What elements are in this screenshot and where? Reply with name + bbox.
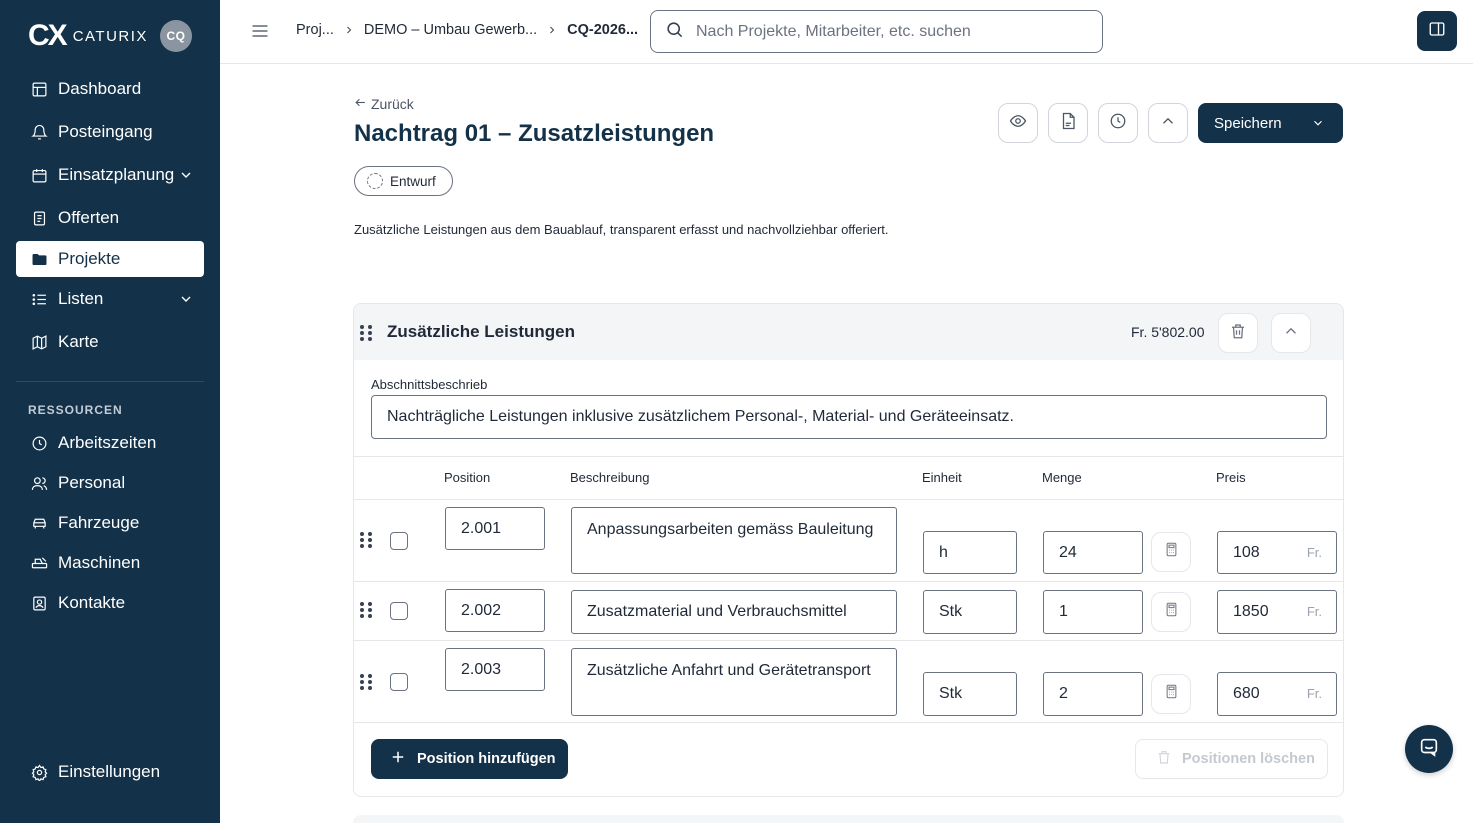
panel-toggle-button[interactable] [1417, 11, 1457, 51]
drag-handle-icon[interactable] [360, 674, 372, 690]
row-checkbox[interactable] [390, 532, 408, 550]
delete-section-button[interactable] [1218, 313, 1258, 353]
chat-button[interactable] [1405, 725, 1453, 773]
map-icon [30, 333, 48, 351]
currency-label: Fr. [1306, 604, 1322, 619]
sidebar-item-listen[interactable] [16, 281, 204, 317]
quantity-field[interactable]: 2 [1043, 672, 1143, 716]
sidebar-item-label: Dashboard [58, 79, 142, 98]
sidebar-item-fahrzeuge[interactable] [16, 505, 204, 541]
column-header-description: Beschreibung [570, 470, 650, 485]
sidebar-item-label: Kontakte [58, 593, 126, 612]
sidebar-item-einsatzplanung[interactable] [16, 157, 204, 193]
section-header [354, 304, 1343, 360]
draft-status-icon [367, 173, 383, 189]
chat-icon [1418, 736, 1440, 763]
eye-icon [1009, 112, 1027, 135]
calculator-button[interactable] [1151, 532, 1191, 572]
sidebar-panel-icon [1428, 20, 1446, 43]
table-divider [354, 499, 1343, 500]
sidebar-item-label: Offerten [58, 208, 120, 227]
sidebar-item-label: Maschinen [58, 553, 141, 572]
back-label: Zurück [371, 96, 414, 112]
sidebar [0, 0, 220, 823]
plus-icon [389, 748, 417, 770]
row-divider [354, 640, 1343, 641]
price-value: 108 [1233, 543, 1260, 561]
unit-field[interactable]: Stk [923, 672, 1017, 716]
delete-positions-button[interactable] [1135, 739, 1328, 779]
pdf-icon [1059, 112, 1077, 135]
currency-label: Fr. [1306, 544, 1322, 560]
calendar-icon [30, 166, 48, 184]
calculator-button[interactable] [1151, 592, 1191, 632]
history-button[interactable] [1098, 103, 1138, 143]
arrow-left-icon [354, 96, 371, 112]
row-checkbox[interactable] [390, 602, 408, 620]
menu-icon[interactable] [250, 21, 270, 41]
avatar[interactable]: CQ [160, 20, 192, 52]
car-icon [30, 514, 48, 532]
currency-label: Fr. [1306, 686, 1322, 701]
brand-name: CATURIX [72, 27, 148, 45]
sidebar-item-dashboard[interactable] [16, 71, 204, 107]
chevron-down-icon[interactable] [178, 167, 194, 183]
section-total: Fr. 5'802.00 [1131, 324, 1205, 340]
sidebar-item-label: Listen [58, 289, 104, 308]
trash-icon [1229, 322, 1247, 345]
users-icon [30, 474, 48, 492]
search-icon [665, 20, 684, 44]
price-value: 1850 [1233, 603, 1269, 620]
collapse-button[interactable] [1148, 103, 1188, 143]
topbar [220, 0, 1473, 64]
bell-icon [30, 123, 48, 141]
trash-icon [1156, 749, 1182, 769]
position-field[interactable]: 2.001 [445, 507, 545, 550]
clock-icon [30, 434, 48, 452]
status-badge[interactable] [354, 166, 453, 196]
add-position-button[interactable] [371, 739, 568, 779]
chevron-up-icon [1282, 322, 1300, 345]
sidebar-item-label: Personal [58, 473, 126, 492]
pdf-button[interactable] [1048, 103, 1088, 143]
calculator-icon [1164, 684, 1179, 704]
sidebar-item-offerten[interactable] [16, 200, 204, 236]
quantity-field[interactable]: 1 [1043, 590, 1143, 634]
page-title: Nachtrag 01 – Zusatzleistungen [354, 120, 715, 147]
chevron-down-icon[interactable] [178, 291, 194, 307]
section-description-field[interactable]: Nachträgliche Leistungen inklusive zusätzlichem Personal-, Material- und Geräteeinsatz. [371, 395, 1327, 439]
column-header-quantity: Menge [1042, 470, 1082, 485]
column-header-position: Position [444, 470, 491, 485]
brand-mark: CX [28, 19, 66, 52]
description-field[interactable]: Zusätzliche Anfahrt und Gerätetransport [571, 648, 897, 716]
position-field[interactable]: 2.003 [445, 648, 545, 691]
folder-icon [30, 250, 48, 268]
chevron-right-icon [546, 24, 558, 36]
sidebar-divider [16, 381, 204, 382]
breadcrumb [296, 22, 638, 38]
sidebar-item-arbeitszeiten[interactable] [16, 425, 204, 461]
layout-icon [30, 80, 48, 98]
calculator-icon [1164, 602, 1179, 622]
clock-icon [1109, 112, 1127, 135]
row-checkbox[interactable] [390, 673, 408, 691]
list-icon [30, 290, 48, 308]
section-title: Zusätzliche Leistungen [387, 322, 575, 341]
search-box[interactable] [650, 10, 1103, 53]
sidebar-item-label: Fahrzeuge [58, 513, 140, 532]
row-divider [354, 581, 1343, 582]
calculator-button[interactable] [1151, 674, 1191, 714]
search-input[interactable] [696, 23, 1076, 41]
breadcrumb-item-project[interactable]: DEMO – Umbau Gewerb... [363, 22, 538, 38]
drag-handle-icon[interactable] [360, 532, 372, 548]
description-field[interactable]: Anpassungsarbeiten gemäss Bauleitung [571, 507, 897, 574]
sidebar-item-label: Projekte [58, 249, 121, 268]
sidebar-item-einstellungen[interactable] [16, 754, 204, 790]
column-header-price: Preis [1216, 470, 1246, 485]
sidebar-item-maschinen[interactable] [16, 545, 204, 581]
price-field[interactable] [1217, 590, 1337, 634]
save-label: Speichern [1214, 114, 1282, 132]
sidebar-item-karte[interactable] [16, 324, 204, 360]
status-label: Entwurf [390, 173, 436, 189]
sidebar-item-label: Einstellungen [58, 762, 161, 781]
sidebar-item-kontakte[interactable] [16, 585, 204, 621]
unit-field[interactable]: Stk [923, 590, 1017, 634]
save-button[interactable] [1198, 103, 1343, 143]
back-link[interactable] [354, 96, 414, 112]
quantity-field[interactable]: 24 [1043, 531, 1143, 574]
chevron-right-icon [343, 24, 355, 36]
sidebar-item-projekte[interactable] [16, 241, 204, 277]
description-field[interactable]: Zusatzmaterial und Verbrauchsmittel [571, 590, 897, 634]
breadcrumb-item-projects[interactable]: Proj... [296, 22, 334, 38]
drag-handle-icon[interactable] [360, 602, 372, 618]
section-card [353, 303, 1344, 797]
gear-icon [30, 763, 48, 781]
sidebar-item-personal[interactable] [16, 465, 204, 501]
sidebar-item-posteingang[interactable] [16, 114, 204, 150]
row-divider [354, 722, 1343, 723]
machine-icon [30, 554, 48, 572]
price-field[interactable] [1217, 531, 1337, 574]
sidebar-item-label: Einsatzplanung [58, 165, 175, 184]
page-description: Zusätzliche Leistungen aus dem Bauablauf, transparent erfasst und nachvollziehbar offeriert. [354, 222, 889, 237]
next-section-card [353, 815, 1344, 823]
table-divider [354, 456, 1343, 457]
breadcrumb-item-current: CQ-2026... [567, 22, 639, 38]
sidebar-item-label: Posteingang [58, 122, 153, 141]
preview-button[interactable] [998, 103, 1038, 143]
unit-field[interactable]: h [923, 531, 1017, 574]
collapse-section-button[interactable] [1271, 313, 1311, 353]
chevron-down-icon[interactable] [1311, 116, 1325, 130]
drag-handle-icon[interactable] [360, 325, 372, 341]
sidebar-item-label: Karte [58, 332, 99, 351]
sidebar-section-label: RESSOURCEN [28, 403, 123, 417]
section-description-label: Abschnittsbeschrieb [371, 377, 488, 392]
document-icon [30, 209, 48, 227]
contact-icon [30, 594, 48, 612]
brand-logo[interactable] [28, 19, 148, 52]
calculator-icon [1164, 542, 1179, 562]
position-field[interactable]: 2.002 [445, 589, 545, 632]
sidebar-item-label: Arbeitszeiten [58, 433, 157, 452]
price-value: 680 [1233, 685, 1260, 702]
column-header-unit: Einheit [922, 470, 962, 485]
add-position-label: Position hinzufügen [417, 751, 556, 767]
delete-positions-label: Positionen löschen [1182, 751, 1315, 767]
chevron-up-icon [1159, 112, 1177, 135]
price-field[interactable] [1217, 672, 1337, 716]
